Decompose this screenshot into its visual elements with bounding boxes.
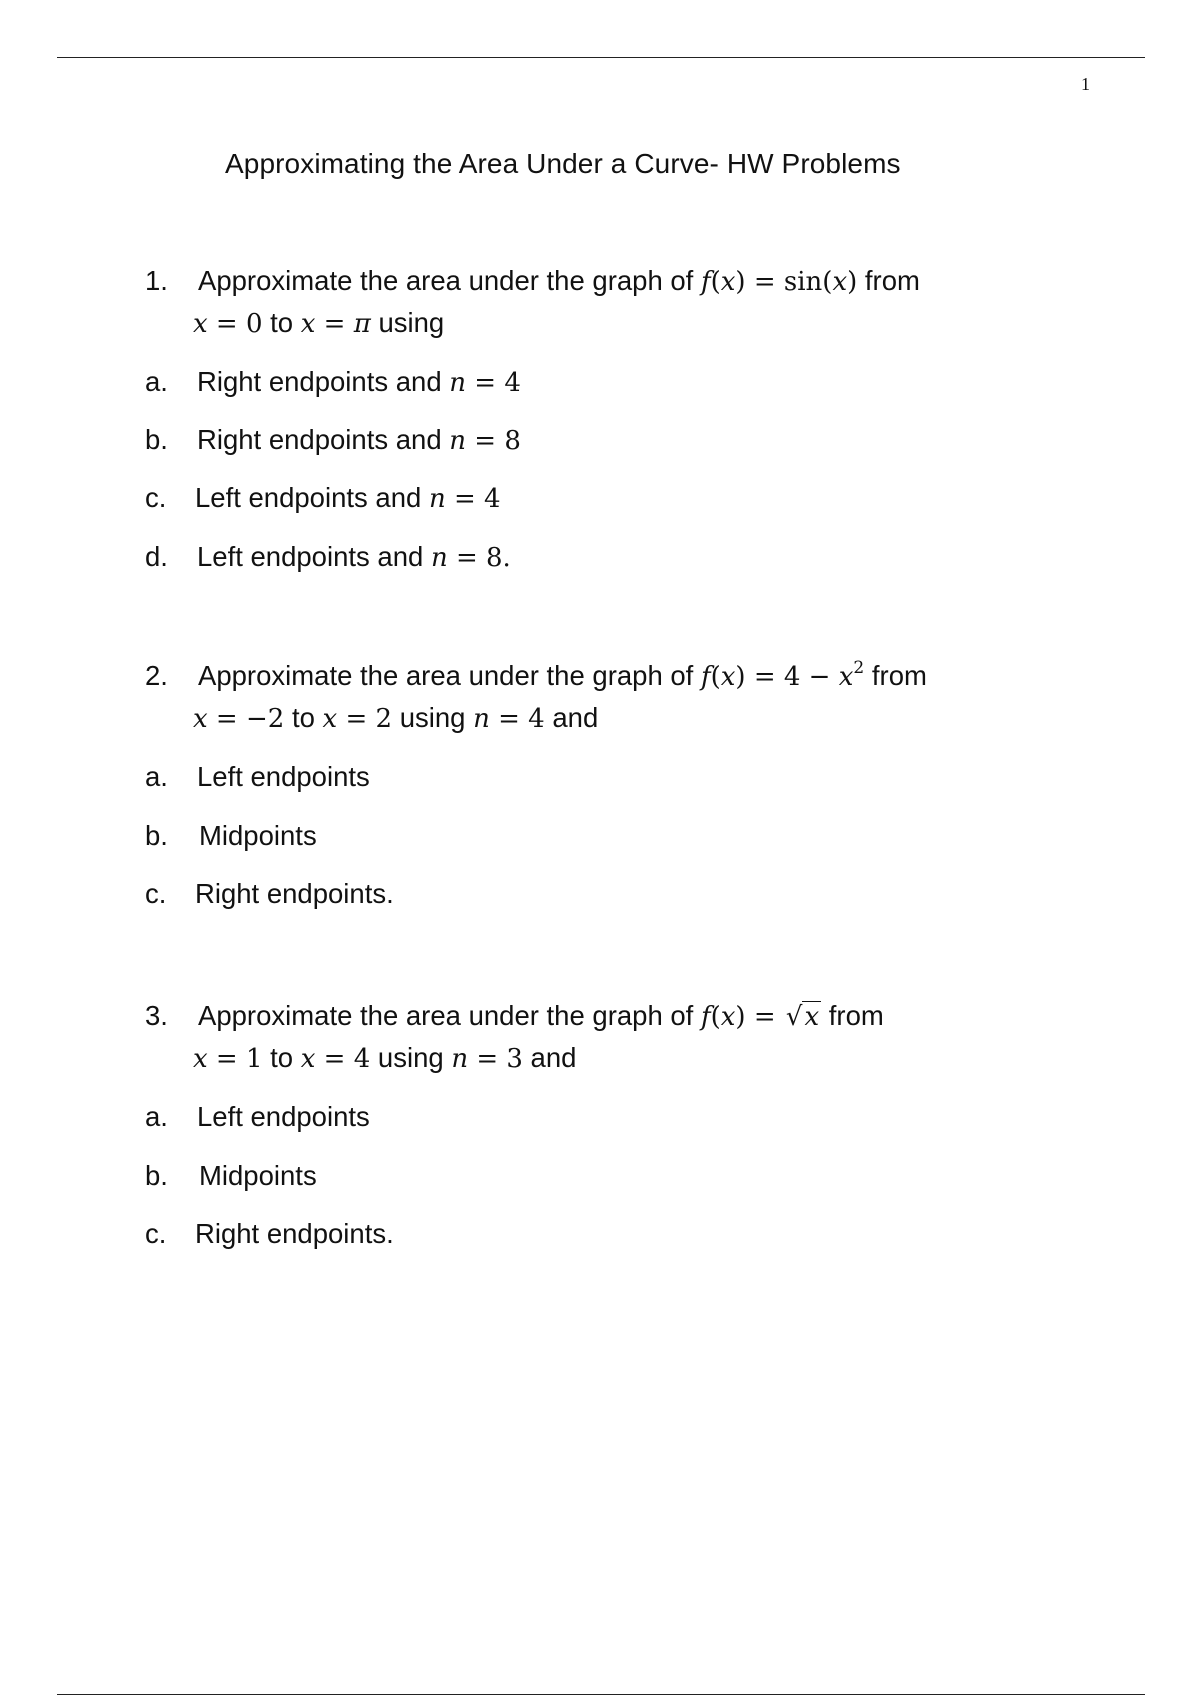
problem-statement: Approximate the area under the graph of f(x) = sin(x) from <box>198 265 920 297</box>
problem-statement: Approximate the area under the graph of f(x) = √x from <box>198 1000 884 1032</box>
header-rule <box>57 57 1145 58</box>
problem-number: 2. <box>145 660 168 691</box>
page-number: 1 <box>1081 74 1090 94</box>
problem-number: 1. <box>145 265 168 296</box>
problem-number: 3. <box>145 1000 168 1031</box>
problem-statement: Approximate the area under the graph of $f(x) = 4 - x^2$ from <box>198 658 927 692</box>
page-title: Approximating the Area Under a Curve- HW Problems <box>225 148 901 179</box>
footer-rule <box>57 1694 1145 1695</box>
